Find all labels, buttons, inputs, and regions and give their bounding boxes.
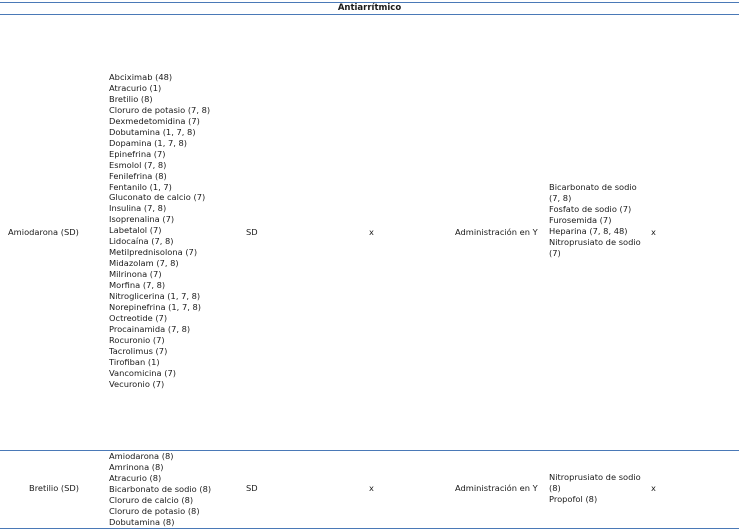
list-item: Abciximab (48) [109, 72, 173, 82]
compatible-list [109, 451, 211, 528]
list-item: Esmolol (7, 8) [109, 159, 167, 170]
incompatible-list [549, 472, 641, 505]
list-item: Epinefrina (7) [109, 148, 166, 159]
list-item: Dobutamina (1, 7, 8) [109, 126, 196, 137]
list-item: Cloruro de potasio (7, 8) [109, 104, 211, 115]
list-item: Octreotide (7) [109, 312, 168, 323]
list-item: Heparina (7, 8, 48) [549, 225, 628, 236]
list-item: Amrinona (8) [109, 461, 164, 472]
dilution-cell: SD [246, 483, 258, 493]
list-item: Nitroglicerina (1, 7, 8) [109, 291, 201, 302]
route-cell: Administración en Y [455, 227, 538, 237]
bottom-border [0, 528, 739, 529]
list-item: (7) [549, 247, 561, 258]
list-item: Labetalol (7) [109, 225, 162, 236]
list-item: Procainamida (7, 8) [109, 323, 191, 334]
table-header: Antiarrítmico [337, 3, 402, 13]
list-item: Atracurio (8) [109, 472, 162, 483]
list-item: Milrinona (7) [109, 269, 162, 280]
list-item: Norepinefrina (1, 7, 8) [109, 302, 202, 313]
compatible-list [109, 72, 210, 390]
list-item: Isoprenalina (7) [109, 214, 175, 225]
list-item: Fentanilo (1, 7) [109, 181, 172, 192]
list-item: (8) [549, 482, 561, 493]
mark-cell: x [651, 227, 656, 237]
list-item: Cloruro de potasio (8) [109, 505, 200, 516]
incompatible-list [549, 182, 641, 259]
list-item: Fosfato de sodio (7) [549, 203, 632, 214]
list-item: Vancomicina (7) [109, 367, 176, 378]
list-item: Amiodarona (8) [109, 451, 174, 461]
list-item: Propofol (8) [549, 493, 598, 504]
list-item: Nitroprusiato de sodio [549, 472, 641, 482]
list-item: Midazolam (7, 8) [109, 258, 179, 269]
list-item: Atracurio (1) [109, 82, 162, 93]
list-item: Tirofiban (1) [109, 356, 160, 367]
list-item: Furosemida (7) [549, 214, 612, 225]
list-item: Tacrolimus (7) [109, 345, 168, 356]
list-item: Bretilio (8) [109, 93, 153, 104]
list-item: Gluconato de calcio (7) [109, 192, 206, 203]
list-item: Lidocaína (7, 8) [109, 236, 174, 247]
list-item: Morfina (7, 8) [109, 280, 166, 291]
drug-name: Amiodarona (SD) [8, 227, 79, 237]
list-item: Bicarbonato de sodio (8) [109, 483, 212, 494]
mark-cell: x [369, 227, 374, 237]
route-cell: Administración en Y [455, 483, 538, 493]
mark-cell: x [369, 483, 374, 493]
list-item: Cloruro de calcio (8) [109, 494, 194, 505]
mark-cell: x [651, 483, 656, 493]
dilution-cell: SD [246, 227, 258, 237]
list-item: Dopamina (1, 7, 8) [109, 137, 188, 148]
list-item: Insulina (7, 8) [109, 203, 167, 214]
list-item: Dobutamina (8) [109, 516, 175, 527]
header-border [0, 14, 739, 15]
list-item: Vecuronio (7) [109, 378, 165, 389]
list-item: Bicarbonato de sodio [549, 182, 637, 192]
drug-name: Bretilio (SD) [29, 483, 80, 493]
list-item: Fenilefrina (8) [109, 170, 167, 181]
list-item: Dexmedetomidina (7) [109, 115, 200, 126]
list-item: Rocuronio (7) [109, 334, 165, 345]
list-item: (7, 8) [549, 192, 572, 203]
list-item: Metilprednisolona (7) [109, 247, 198, 258]
list-item: Nitroprusiato de sodio [549, 236, 641, 247]
